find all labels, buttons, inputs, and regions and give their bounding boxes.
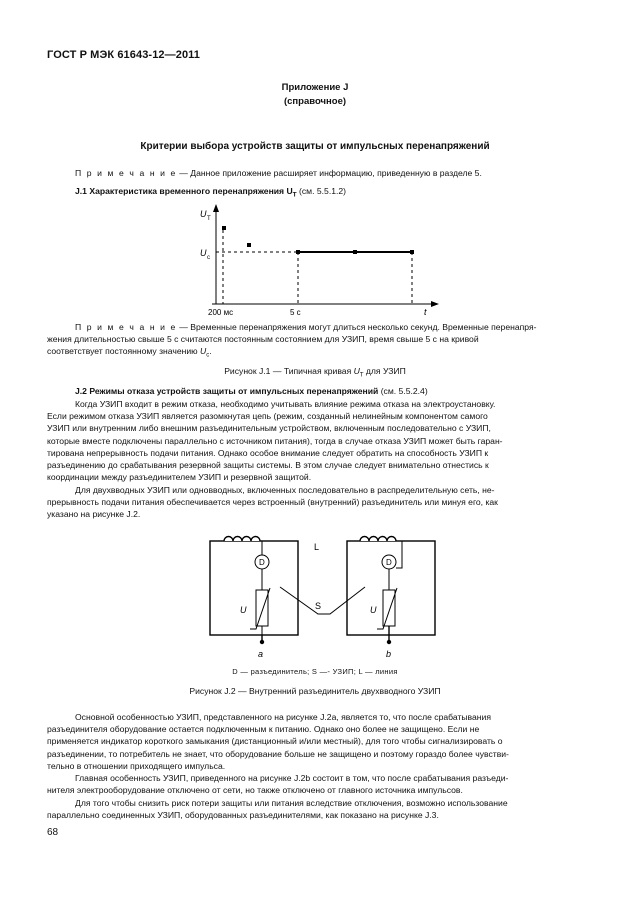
note-text: — Данное приложение расширяет информацию, приведенную в разделе 5.: [176, 168, 482, 178]
y-axis-arrow-icon: [213, 204, 219, 212]
label-l: L: [314, 542, 320, 552]
data-point: [410, 250, 414, 254]
paragraph-5: Для того чтобы снизить риск потери защиты или питания вследствие отключения, возможно использование параллельно соединенных УЗИП, оборудованных разъединителями, как показано на рисунке J.3.: [47, 798, 508, 821]
tick-label-200ms: 200 мс: [208, 308, 234, 317]
paragraph-2: Для двухвводных УЗИП или одновводных, включенных последовательно в распределительную сеть, не- прерывность подачи питания обеспечивается через встроенный (внутренний) разъединитель или минуя его, как указано на рисунке J.2.: [47, 485, 498, 520]
paragraph-1: Когда УЗИП входит в режим отказа, необходимо учитывать влияние режима отказа на электроустановку. Если режимом отказа УЗИП является разомкнутая цепь (режим, созданный нелинейным компонентом самого УЗИП или внутренним либо внешним разъединительным устройством, включенным последовательно с УЗИП, которые вместе подключены параллельно с источником питания), тогда в случае отказа УЗИП может быть гаран- тирована непрерывность подачи питания. Однако особое внимание следует обратить на способность УЗИП к разъединению до срабатывания резервной защиты системы. В этом случае следует внимательно отнестись к координации между разъединителем УЗИП и резервной защитой.: [47, 399, 503, 483]
appendix-title: Приложение J: [281, 82, 349, 93]
svg-text:T: T: [207, 216, 211, 222]
note-label: П р и м е ч а н и е: [75, 168, 177, 178]
figure-j2-caption: Рисунок J.2 — Внутренний разъединитель двухвводного УЗИП: [189, 686, 441, 696]
paragraph-3: Основной особенностью УЗИП, представленного на рисунке J.2а, является то, что после срабатывания разъединителя оборудование остается подключенным к питанию. Однако оно более не защищено. Если не применяется индикатор короткого замыкания (дистанционный и/или местный), для того чтобы сигнализировать о разъединении, то потребитель не знает, что оборудование больше не защищено и поэтому гораздо более чувстви- тельно в отношении приходящего импульса.: [47, 712, 509, 771]
paragraph-4: Главная особенность УЗИП, приведенного на рисунке J.2b состоит в том, что после срабатывания разъеди- нителя электрооборудование отключено от сети, но также отключено от главного источника импульсов.: [47, 773, 509, 796]
note-1: [47, 167, 583, 179]
data-point: [222, 226, 226, 230]
section-j2-heading: J.2 Режимы отказа устройств защиты от импульсных перенапряжений (см. 5.5.2.4): [75, 386, 428, 396]
figure-j1-chart: [190, 200, 450, 320]
document-header: ГОСТ Р МЭК 61643-12—2011: [47, 49, 200, 61]
varistor-icon: [383, 590, 395, 626]
x-axis-arrow-icon: [431, 301, 439, 307]
figure-j2-diagram: [200, 532, 440, 672]
inductor-icon: [360, 537, 396, 542]
tick-label-t: t: [424, 307, 427, 317]
spd-a: [210, 537, 298, 660]
page-number: 68: [47, 827, 59, 838]
s-leader-line: [280, 587, 365, 614]
section-j1-heading: J.1 Характеристика временного перенапряжения $U_T$ (см. 5.5.1.2): [75, 186, 347, 199]
svg-text:U: U: [240, 605, 247, 615]
label-a: а: [258, 649, 264, 659]
label-b: b: [386, 649, 392, 659]
label-s: S: [315, 601, 322, 611]
section-j1-ref: (см. 5.5.1.2): [296, 186, 347, 196]
figure-j2-legend: D — разъединитель; S —- УЗИП; L — линия: [232, 667, 398, 676]
svg-text:D: D: [259, 558, 265, 567]
y-axis-label: U: [200, 209, 207, 219]
tick-label-5s: 5 с: [290, 308, 301, 317]
data-point: [296, 250, 300, 254]
section-j1-title: J.1 Характеристика временного перенапряжения U: [75, 186, 293, 196]
inductor-icon: [224, 537, 260, 542]
svg-text:D: D: [386, 558, 392, 567]
note-2: П р и м е ч а н и е — Временные перенапряжения могут длиться несколько секунд. Временные перенапря- жения длительностью свыше 5 с считаются постоянным состоянием для УЗИП, время свыше 5 с на кривой соответствует постоянному значению $U_c$.: [47, 322, 537, 360]
svg-text:c: c: [207, 255, 210, 261]
svg-text:U: U: [370, 605, 377, 615]
uc-label: U: [200, 248, 207, 258]
main-title: Критерии выбора устройств защиты от импульсных перенапряжений: [140, 141, 490, 152]
figure-j1-caption: Рисунок J.1 — Типичная кривая $U_T$ для УЗИП: [224, 366, 406, 379]
varistor-icon: [256, 590, 268, 626]
appendix-subtitle: (справочное): [283, 96, 347, 107]
data-point: [353, 250, 357, 254]
spd-b: [347, 537, 435, 660]
data-point: [247, 243, 251, 247]
